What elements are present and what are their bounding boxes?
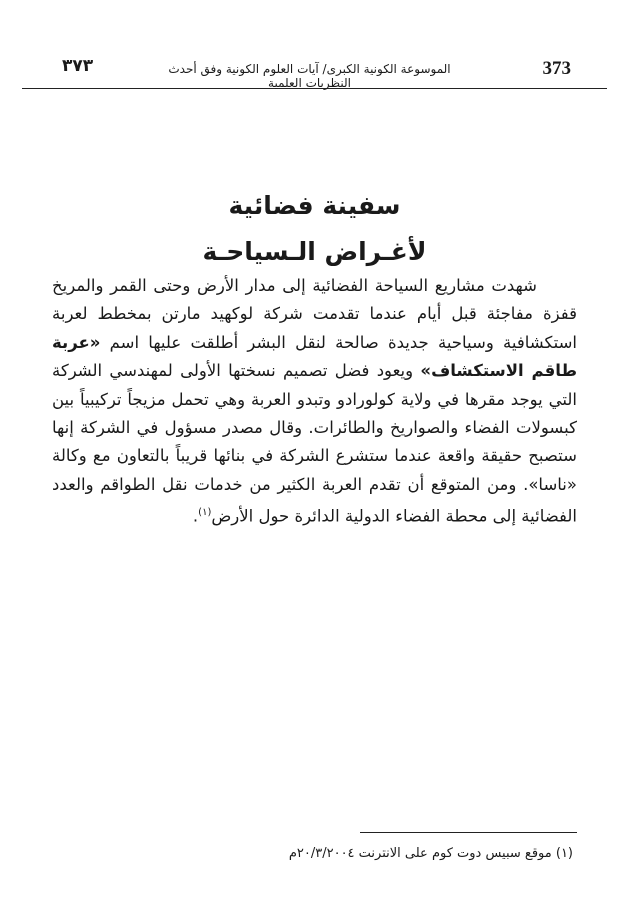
title-line-1: سفينة فضائية — [228, 191, 401, 220]
article-title — [60, 183, 569, 275]
footnote: (١) موقع سبيس دوت كوم على الانترنت ٢٠/٣/٢٠٠٤م — [288, 846, 573, 861]
footnote-marker: (١) — [198, 507, 212, 519]
page-number-arabic: ٣٧٣ — [62, 56, 94, 76]
body-text-part-2: ويعود فضل تصميم نسختها الأولى لمهندسي الشركة التي يوجد مقرها في ولاية كولورادو وتبدو العربة وهي تحمل مزيجاً تركيبياً بين كبسولات الفضاء والصواريخ والطائرات. وقال مصدر مسؤول في الشركة إنها ستصبح حقيقة واقعة عندما ستشرع الشركة في بنائها قريباً بالتعاون مع وكالة «ناسا». ومن المتوقع أن تقدم العربة الكثير من خدمات نقل الطواقم والعدد الفضائية إلى محطة الفضاء الدولية الدائرة حول الأرض — [52, 361, 577, 526]
footnote-divider — [360, 832, 577, 833]
running-title: الموسوعة الكونية الكبرى/ آيات العلوم الكونية وفق أحدث النظريات العلمية — [168, 62, 451, 90]
page-header — [22, 54, 607, 89]
page-number: 373 — [542, 58, 571, 79]
body-text-part-1: شهدت مشاريع السياحة الفضائية إلى مدار الأرض وحتى القمر والمريخ قفزة مفاجئة قبل أيام عندما تقدمت شركة لوكهيد مارتن بمخطط لعربة استكشافية وسياحية جديدة صالحة لنقل البشر أطلقت عليها اسم — [52, 276, 577, 352]
body-text-end: . — [192, 506, 199, 526]
article-body — [52, 272, 577, 531]
vehicle-name: «عربة طاقم الاستكشاف» — [52, 332, 577, 381]
title-line-2: لأغـراض الـسياحـة — [202, 237, 427, 266]
